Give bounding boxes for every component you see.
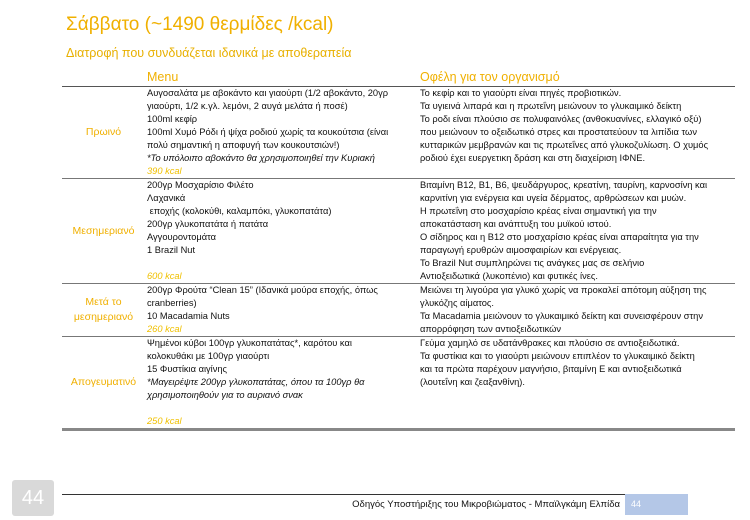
table-row xyxy=(62,87,735,179)
kcal-value: 260 kcal xyxy=(147,324,182,334)
benefit-line: παραγωγή ερυθρών αιμοσφαιρίων και ενέργειας. xyxy=(420,245,622,255)
page-badge: 44 xyxy=(12,480,54,516)
footer-divider xyxy=(62,494,625,495)
menu-line: Αυγοσαλάτα με αβοκάντο και γιαούρτι (1/2 αβοκάντο, 20γρ xyxy=(147,88,389,98)
menu-line: 100ml Χυμό Ρόδι ή ψίχα ροδιού χωρίς τα κουκούτσια (είναι xyxy=(147,127,389,137)
benefit-line: ροδιού έχει ευεργετικη δράση και στη διαχείριση ΙΦΝΕ. xyxy=(420,153,646,163)
menu-line: πολύ σημαντική η αποφυγή των κουκουτσιών!) xyxy=(147,140,340,150)
table-header xyxy=(62,70,735,87)
menu-line: γιαούρτι, 1/2 κ.γλ. λεμόνι, 2 αυγά μελάτα ή ποσέ) xyxy=(147,101,348,111)
menu-cell xyxy=(145,179,417,283)
menu-line: Ψημένοι κύβοι 100γρ γλυκοπατάτας*, καρότου και xyxy=(147,338,352,348)
table-row xyxy=(62,284,735,337)
meal-label: Απογευματινό xyxy=(70,376,137,388)
menu-line: 10 Macadamia Nuts xyxy=(147,311,230,321)
benefit-line: Το ροδι είναι πλούσιο σε πολυφαινόλες (ανθοκυανίνες, ελλαγικό οξύ) xyxy=(420,114,702,124)
header-benefits: Οφέλη για τον οργανισμό xyxy=(420,70,560,84)
meal-label: Μεσημεριανό xyxy=(72,224,135,237)
table-row xyxy=(62,179,735,284)
menu-line: κολοκυθάκι με 100γρ γιαούρτι xyxy=(147,351,270,361)
menu-line: 200γρ γλυκοπατάτα ή πατάτα xyxy=(147,219,269,229)
benefit-line: που μειώνουν το οξειδωτικό στρες και προστατεύουν τα λιπίδια των xyxy=(420,127,697,137)
menu-cell xyxy=(145,284,417,336)
menu-cell xyxy=(145,87,417,178)
benefit-line: Μειώνει τη λιγούρα για γλυκό χωρίς να προκαλεί απότομη αύξηση της xyxy=(420,285,707,295)
menu-line: εποχής (κολοκύθι, καλαμπόκι, γλυκοπατάτα) xyxy=(147,206,332,216)
menu-note: *Το υπόλοιπο αβοκάντο θα χρησιμοποιηθεί την Κυριακή xyxy=(147,153,375,163)
benefits-cell xyxy=(417,87,735,178)
benefit-line: Το κεφίρ και το γιαούρτι είναι πηγές προβιοτικών. xyxy=(420,88,622,98)
menu-line: Λαχανικά xyxy=(147,193,186,203)
page-title: Σάββατο (~1490 θερμίδες /kcal) xyxy=(66,14,334,35)
menu-line: cranberries) xyxy=(147,298,197,308)
meal-table xyxy=(62,70,735,431)
meal-label: Μετά το μεσημεριανό xyxy=(73,296,134,323)
benefit-line: απορρόφηση των αντιοξειδωτικών xyxy=(420,324,562,334)
benefit-line: Αντιοξειδωτικά (λυκοπένιο) και φυτικές ίνες. xyxy=(420,271,598,281)
menu-line: 1 Brazil Nut xyxy=(147,245,196,255)
benefit-line: αποκατάσταση και ανάπτυξη του μυϊκού ιστού. xyxy=(420,219,612,229)
benefit-line: Τα Macadamia μειώνουν το γλυκαιμικό δείκτη και συνεισφέρουν στην xyxy=(420,311,703,321)
benefit-line: Βιταμίνη Β12, Β1, Β6, ψευδάργυρος, κρεατίνη, ταυρίνη, καρνοσίνη και xyxy=(420,180,708,190)
benefits-cell xyxy=(417,337,735,428)
benefit-line: Γεύμα χαμηλό σε υδατάνθρακες και πλούσιο σε αντιοξειδωτικά. xyxy=(420,338,680,348)
menu-line: 200γρ Μοσχαρίσιο Φιλέτο xyxy=(147,180,254,190)
benefit-line: (λουτεΐνη και ζεαξανθίνη). xyxy=(420,377,525,387)
header-menu: Menu xyxy=(147,70,179,84)
footer-text: Οδηγός Υποστήριξης του Μικροβιώματος - Μπαϊλγκάμη Ελπίδα xyxy=(352,499,620,510)
benefit-line: Τα φυστίκια και το γιαούρτι μειώνουν επιπλέον το γλυκαιμικό δείκτη xyxy=(420,351,695,361)
menu-line: 15 Φυστίκια αιγίνης xyxy=(147,364,228,374)
menu-line: Αγγουροντομάτα xyxy=(147,232,217,242)
meal-label: Πρωινό xyxy=(85,126,122,138)
page-subtitle: Διατροφή που συνδυάζεται ιδανικά με αποθεραπεία xyxy=(66,46,352,60)
menu-line: 100ml κεφίρ xyxy=(147,114,198,124)
menu-cell xyxy=(145,337,417,428)
benefit-line: Η πρωτεΐνη στο μοσχαρίσιο κρέας είναι σημαντική για την xyxy=(420,206,657,216)
kcal-value: 250 kcal xyxy=(147,416,182,426)
table-row xyxy=(62,337,735,431)
benefit-line: Τα υγιεινά λιπαρά και η πρωτεΐνη μειώνουν το γλυκαιμικό δείκτη xyxy=(420,101,682,111)
benefits-cell xyxy=(417,179,735,283)
benefit-line: Το Brazil Nut συμπληρώνει τις ανάγκες μας σε σελήνιο xyxy=(420,258,645,268)
menu-note: *Μαγειρέψτε 200γρ γλυκοπατάτας, όπου τα 100γρ θα χρησιμοποιηθούν για το αυριανό σνακ xyxy=(147,377,365,400)
benefit-line: κυτταρικών μεμβρανών και τις πρωτεΐνες από γλυκοζυλίωση. Ο χυμός xyxy=(420,140,709,150)
kcal-value: 600 kcal xyxy=(147,271,182,281)
footer-page-number: 44 xyxy=(625,494,688,515)
benefit-line: γλυκόζης αίματος. xyxy=(420,298,494,308)
benefit-line: και τα πρώτα παρέχουν μαγνήσιο, βιταμίνη Ε και αντιοξειδωτικά xyxy=(420,364,682,374)
benefit-line: Ο σίδηρος και η Β12 στο μοσχαρίσιο κρέας είναι απαραίτητα για την xyxy=(420,232,699,242)
benefits-cell xyxy=(417,284,735,336)
benefit-line: καρνιτίνη για ενέργεια και υγεία δέρματος, αρθρώσεων και μυών. xyxy=(420,193,687,203)
kcal-value: 390 kcal xyxy=(147,166,182,176)
menu-line: 200γρ Φρούτα “Clean 15” (Ιδανικά μούρα εποχής, όπως xyxy=(147,285,378,295)
